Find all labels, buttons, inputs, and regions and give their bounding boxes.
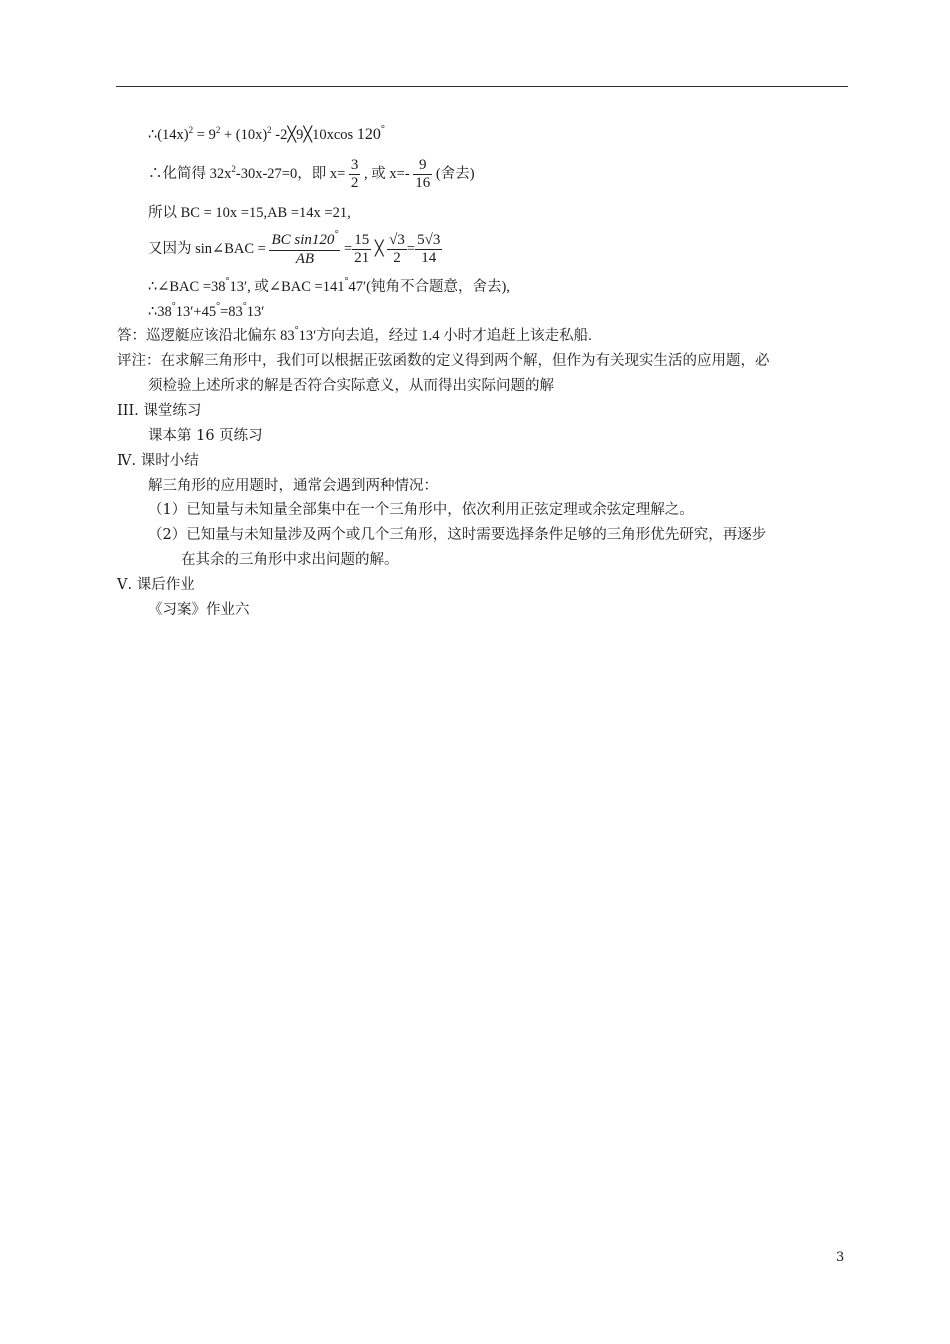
answer-part: 13′方向去追，经过 1.4 小时才追赶上该走私船. [298,328,592,344]
summary-intro [148,476,438,496]
fraction-sqrt3-over-2 [387,232,407,267]
times-sign: ╳ [287,127,297,143]
eq5-part: 47′(钝角不合题意，舍去), [348,279,510,295]
eq6-part: 13′+45 [175,304,217,320]
eq4-part: 又因为 sin∠BAC = [148,241,266,257]
summary-item-2 [148,525,766,545]
answer-part: 答：巡逻艇应该沿北偏东 83 [117,328,295,344]
denominator: 2 [350,175,359,192]
eq1-sup: 2 [215,125,221,135]
degree-sign: ° [294,325,299,336]
section-title: Ⅴ. 课后作业 [117,577,195,593]
commentary-line-1 [117,351,770,371]
eq1-sup: 2 [188,125,194,135]
equation-line-3 [148,203,351,223]
page-number: 3 [836,1250,845,1265]
numerator: 5√3 [417,232,441,249]
degree-sign: ° [344,276,349,287]
numerator: BC sin120 [271,231,335,248]
numerator: 3 [350,157,359,174]
summary-item-2-cont [181,550,399,570]
denominator: 2 [393,250,401,267]
commentary-text: 须检验上述所求的解是否符合实际意义，从而得出实际问题的解 [148,378,554,394]
section-heading-iii [117,401,201,421]
numerator: √3 [389,232,405,249]
eq2-part: (舍去) [435,166,475,182]
fraction-15-over-21 [352,232,371,267]
section-title: Ⅳ. 课时小结 [117,453,199,469]
eq2-part: -30x-27=0，即 x= [235,166,346,182]
header-rule [116,86,848,87]
denominator: 21 [354,250,370,267]
equation-line-2 [148,156,475,193]
eq3-text: 所以 BC = 10x =15,AB =14x =21, [148,205,351,221]
summary-text: （1）已知量与未知量全部集中在一个三角形中，依次利用正弦定理或余弦定理解之。 [148,502,694,518]
equation-line-1 [148,125,385,147]
section-heading-iv [117,451,199,471]
eq2-part: ∴化简得 32x [148,166,232,182]
degree-sign: ° [242,301,247,312]
eq1-part: 9 [296,127,304,143]
degree-sign: ° [380,124,385,135]
eq1-part: -2 [275,127,288,143]
eq5-part: ∴∠BAC =38 [148,279,226,295]
commentary-line-2 [148,376,554,396]
eq5-part: 13′, 或∠BAC =141 [229,279,345,295]
eq1-angle: 120 [356,126,381,143]
fraction-bc-sin-over-ab [269,228,340,268]
eq6-part: =83 [220,304,243,320]
summary-text: 在其余的三角形中求出问题的解。 [181,552,399,568]
degree-sign: ° [225,276,230,287]
summary-text: 解三角形的应用题时，通常会遇到两种情况： [148,478,438,494]
eq1-part: + (10x) [223,127,268,143]
times-sign: ╳ [374,241,384,257]
eq1-part: 10xcos [312,127,354,143]
equation-line-5 [148,277,510,299]
equals-sign: = [344,241,353,257]
eq1-sup: 2 [267,125,272,135]
denominator: 16 [415,175,431,192]
degree-sign: ° [216,301,221,312]
answer-line [117,326,592,348]
eq6-part: ∴38 [148,304,172,320]
degree-sign: ° [334,228,339,240]
numerator: 9 [413,157,432,175]
practice-text: 课本第 16 页练习 [148,428,263,444]
equals-sign: = [406,241,416,257]
eq1-part: = 9 [196,127,216,143]
summary-text: （2）已知量与未知量涉及两个或几个三角形，这时需要选择条件足够的三角形优先研究，再逐步 [148,527,767,543]
equation-line-4 [148,228,442,270]
eq2-sup: 2 [231,164,236,174]
homework-text: 《习案》作业六 [148,602,250,618]
fraction-9-over-16 [413,157,432,192]
eq6-part: 13′ [246,304,265,320]
section-title: III. 课堂练习 [117,403,202,419]
homework-line [148,600,250,620]
denominator: 14 [421,250,437,267]
practice-line [148,426,263,446]
eq2-part: , 或 x=- [364,166,410,182]
denominator: AB [295,250,315,267]
commentary-text: 评注：在求解三角形中，我们可以根据正弦函数的定义得到两个解，但作为有关现实生活的应用题，必 [117,353,770,369]
fraction-5sqrt3-over-14 [415,232,442,267]
eq1-part: ∴(14x) [148,127,189,143]
numerator: 15 [354,232,370,249]
equation-line-6 [148,302,264,324]
times-sign: ╳ [303,127,313,143]
summary-item-1 [148,500,694,520]
degree-sign: ° [171,301,176,312]
fraction-3-over-2 [349,157,361,192]
section-heading-v [117,575,195,595]
